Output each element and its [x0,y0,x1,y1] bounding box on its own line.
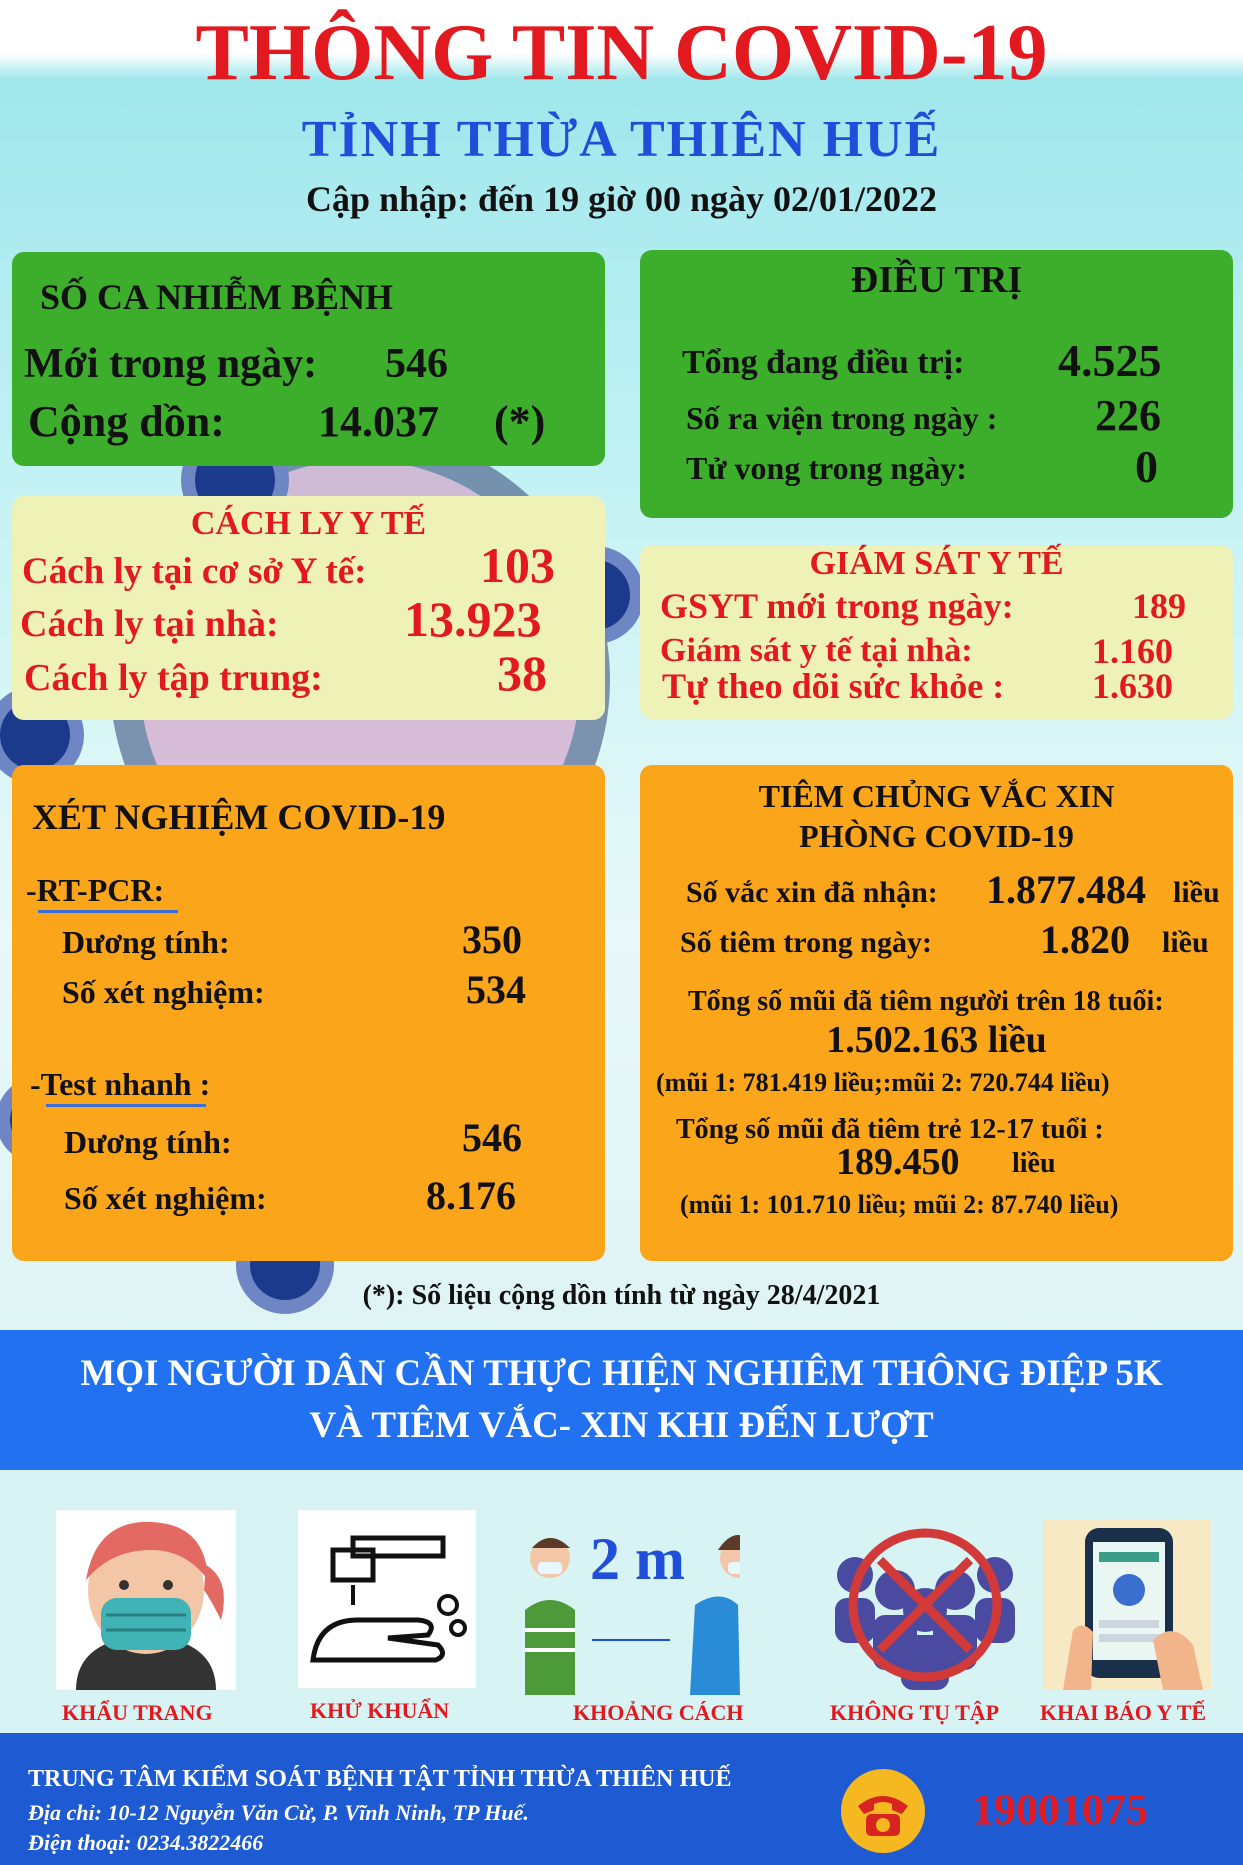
five-k-label-declaration: KHAI BÁO Y TẾ [1040,1700,1207,1725]
banner-line1: MỌI NGƯỜI DÂN CẦN THỰC HIỆN NGHIÊM THÔNG ĐIỆP 5K [80,1353,1163,1394]
rtpcr-tests-value: 534 [466,967,526,1012]
vaccination-heading-line2: PHÒNG COVID-19 [799,818,1074,854]
footer-org: TRUNG TÂM KIỂM SOÁT BỆNH TẬT TỈNH THỪA THIÊN HUẾ [28,1766,732,1792]
rapid-positive-label: Dương tính: [64,1124,232,1160]
hand-wash-icon [298,1510,476,1688]
vaccine-daily-label: Số tiêm trong ngày: [680,926,932,959]
surveillance-label-0: GSYT mới trong ngày: [660,586,1014,626]
vaccine-daily-unit: liều [1162,926,1209,959]
vaccine-teen-value: 189.450 [836,1141,960,1183]
hotline-number[interactable]: 19001075 [972,1785,1148,1834]
vaccination-heading-line1: TIÊM CHỦNG VẮC XIN [758,778,1115,814]
rtpcr-positive-label: Dương tính: [62,924,230,960]
quarantine-value-2: 38 [497,645,547,701]
infections-heading: SỐ CA NHIỄM BỆNH [40,277,394,317]
surveillance-value-0: 189 [1132,586,1186,626]
footer-address: Địa chỉ: 10-12 Nguyễn Văn Cừ, P. Vĩnh Ninh, TP Huế. [28,1800,529,1825]
treatment-value-1: 226 [1095,391,1161,440]
five-k-label-mask: KHẨU TRANG [62,1700,213,1725]
vaccine-teen-detail: (mũi 1: 101.710 liều; mũi 2: 87.740 liều) [680,1190,1119,1219]
quarantine-label-0: Cách ly tại cơ sở Y tế: [22,551,367,592]
message-banner [0,1330,1243,1470]
vaccine-adult-label: Tổng số mũi đã tiêm người trên 18 tuổi: [688,986,1164,1017]
treatment-label-2: Tử vong trong ngày: [686,450,967,486]
rapid-positive-value: 546 [462,1115,522,1160]
footer-phone: Điện thoại: 0234.3822466 [28,1830,264,1855]
phone-declaration-icon [1043,1520,1211,1690]
rapid-underline [46,1104,206,1107]
quarantine-label-2: Cách ly tập trung: [24,657,323,699]
rapid-label: -Test nhanh : [30,1066,211,1102]
vaccine-received-value: 1.877.484 [986,867,1146,912]
testing-heading: XÉT NGHIỆM COVID-19 [32,797,446,837]
rtpcr-label: -RT-PCR: [26,872,165,908]
infections-total-note: (*) [494,397,546,446]
treatment-value-0: 4.525 [1058,335,1162,386]
quarantine-label-1: Cách ly tại nhà: [20,603,279,645]
vaccine-daily-value: 1.820 [1040,917,1130,962]
vaccine-adult-detail: (mũi 1: 781.419 liều;:mũi 2: 720.744 liều) [656,1068,1110,1097]
surveillance-label-2: Tự theo dõi sức khỏe : [662,666,1005,706]
infections-new-label: Mới trong ngày: [24,341,318,387]
distance-text: 2 m [590,1526,685,1592]
quarantine-value-1: 13.923 [404,591,542,647]
vaccine-teen-label: Tổng số mũi đã tiêm trẻ 12-17 tuổi : [676,1114,1104,1145]
surveillance-value-2: 1.630 [1092,666,1173,706]
treatment-label-1: Số ra viện trong ngày : [686,400,998,436]
five-k-label-no-gathering: KHÔNG TỤ TẬP [830,1700,1000,1725]
no-gathering-icon [825,1520,1025,1690]
vaccine-teen-unit: liều [1012,1148,1056,1179]
surveillance-heading: GIÁM SÁT Y TẾ [809,545,1064,582]
vaccine-adult-value: 1.502.163 liều [826,1019,1047,1061]
rapid-tests-label: Số xét nghiệm: [64,1180,267,1216]
surveillance-label-1: Giám sát y tế tại nhà: [660,632,973,669]
treatment-value-2: 0 [1135,441,1158,492]
rtpcr-underline [38,910,178,913]
page-subtitle: TỈNH THỪA THIÊN HUẾ [301,111,942,168]
five-k-label-disinfect: KHỬ KHUẨN [310,1698,450,1723]
page-title: THÔNG TIN COVID-19 [195,9,1048,97]
treatment-heading: ĐIỀU TRỊ [850,259,1023,301]
footnote: (*): Số liệu cộng dồn tính từ ngày 28/4/2021 [362,1280,881,1311]
quarantine-heading: CÁCH LY Y TẾ [190,505,427,542]
face-mask-icon [56,1510,236,1690]
rtpcr-tests-label: Số xét nghiệm: [62,974,265,1010]
banner-line2: VÀ TIÊM VẮC- XIN KHI ĐẾN LƯỢT [309,1405,934,1446]
rtpcr-positive-value: 350 [462,917,522,962]
infections-total-value: 14.037 [318,397,439,446]
infections-new-value: 546 [385,341,448,387]
infections-total-label: Cộng dồn: [28,397,225,446]
surveillance-value-1: 1.160 [1092,631,1173,671]
quarantine-value-0: 103 [480,537,555,593]
update-time: Cập nhập: đến 19 giờ 00 ngày 02/01/2022 [305,179,938,219]
rapid-tests-value: 8.176 [426,1173,516,1218]
treatment-label-0: Tổng đang điều trị: [682,344,965,381]
five-k-label-distance: KHOẢNG CÁCH [573,1700,744,1725]
telephone-icon [840,1768,926,1854]
vaccine-received-label: Số vắc xin đã nhận: [686,876,938,909]
vaccine-received-unit: liều [1173,876,1220,909]
